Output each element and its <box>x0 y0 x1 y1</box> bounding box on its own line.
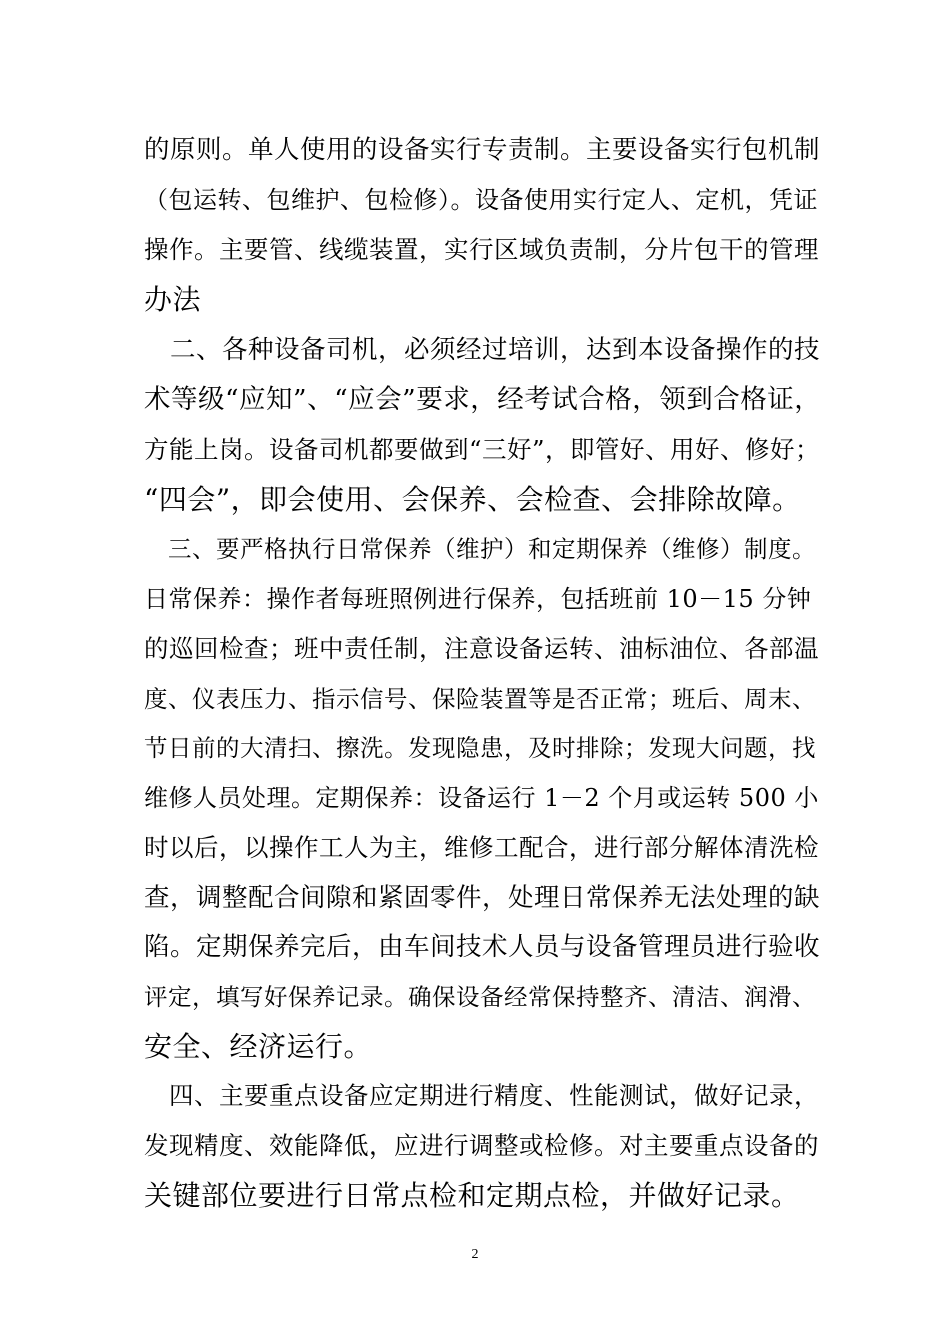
text-line: 的原则。单人使用的设备实行专责制。主要设备实行包机制 <box>144 135 821 165</box>
text-line: 三、要严格执行日常保养（维护）和定期保养（维修）制度。 <box>144 535 816 563</box>
text-line: 操作。主要管、线缆装置，实行区域负责制，分片包干的管理 <box>144 235 819 264</box>
text-line: 陷。定期保养完后，由车间技术人员与设备管理员进行验收 <box>144 932 821 962</box>
text-line: 办法 <box>144 283 202 316</box>
text-line: 术等级“应知”、“应会”要求，经考试合格，领到合格证， <box>144 384 822 415</box>
text-line: 度、仪表压力、指示信号、保险装置等是否正常；班后、周末、 <box>144 685 816 713</box>
text-line: 的巡回检查；班中责任制，注意设备运转、油标油位、各部温 <box>144 634 819 663</box>
text-line: 二、各种设备司机，必须经过培训，达到本设备操作的技 <box>144 335 821 365</box>
text-line: （包运转、包维护、包检修）。设备使用实行定人、定机，凭证 <box>144 186 818 214</box>
text-line: 安全、经济运行。 <box>144 1030 373 1063</box>
text-line: 方能上岗。设备司机都要做到“三好”，即管好、用好、修好； <box>144 435 821 464</box>
text-line: 时以后，以操作工人为主，维修工配合，进行部分解体清洗检 <box>144 833 819 862</box>
text-line: 发现精度、效能降低，应进行调整或检修。对主要重点设备的 <box>144 1131 819 1160</box>
text-line: 查，调整配合间隙和紧固零件，处理日常保养无法处理的缺 <box>144 883 821 913</box>
text-line: 日常保养：操作者每班照例进行保养，包括班前 10－15 分钟 <box>144 585 812 613</box>
page-number: 2 <box>471 1247 479 1262</box>
text-line: 评定，填写好保养记录。确保设备经常保持整齐、清洁、润滑、 <box>144 983 816 1011</box>
text-line: 节日前的大清扫、擦洗。发现隐患，及时排除；发现大问题，找 <box>144 734 816 762</box>
text-line: 维修人员处理。定期保养：设备运行 1－2 个月或运转 500 小 <box>144 784 819 812</box>
text-line: 关键部位要进行日常点检和定期点检，并做好记录。 <box>144 1179 800 1212</box>
text-line: “四会”，即会使用、会保养、会检查、会排除故障。 <box>144 483 801 516</box>
text-line: 四、主要重点设备应定期进行精度、性能测试，做好记录， <box>144 1081 819 1110</box>
